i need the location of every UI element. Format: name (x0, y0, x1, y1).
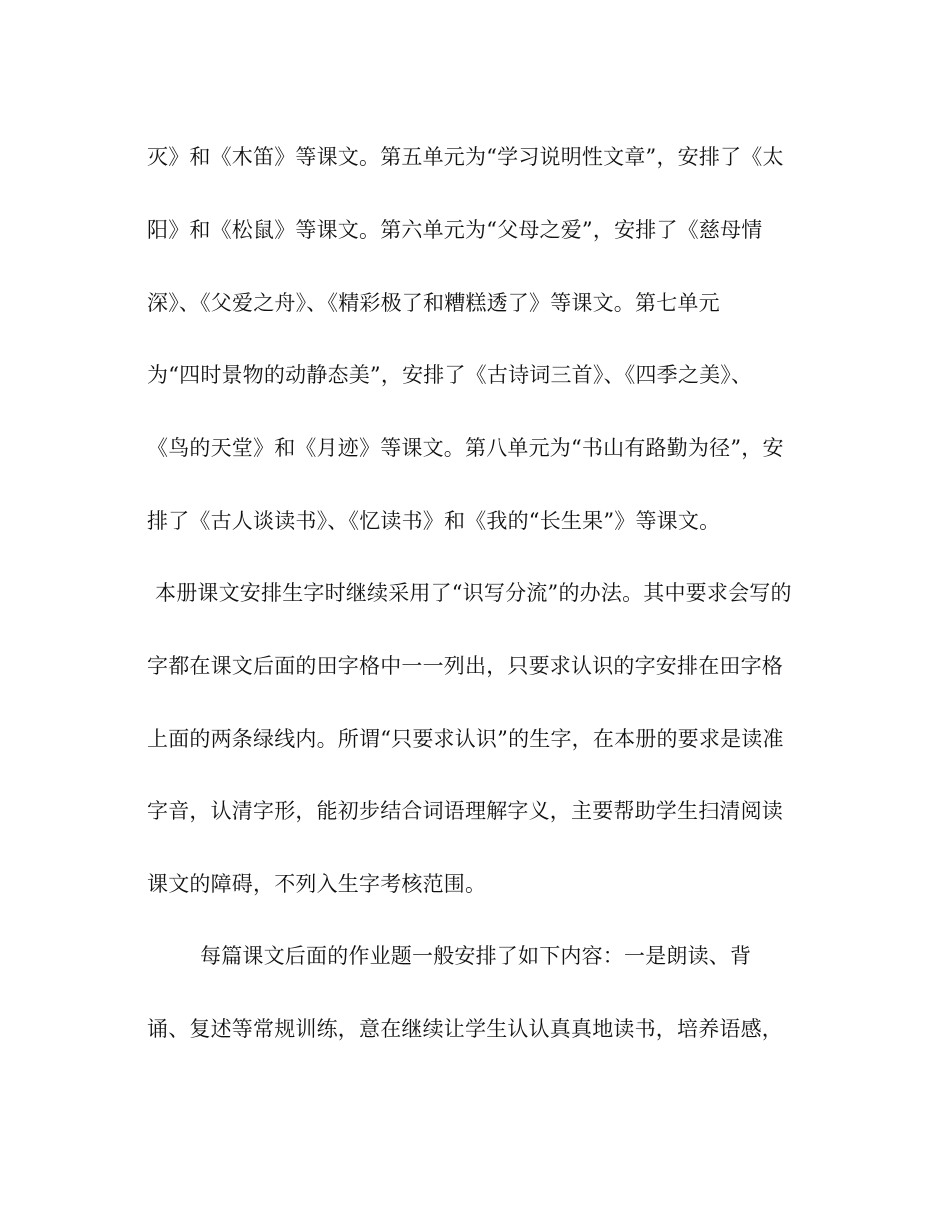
text-line: 为“四时景物的动静态美”，安排了《古诗词三首》、《四季之美》、 (147, 363, 753, 387)
text-line: 上面的两条绿线内。所谓“只要求认识”的生字，在本册的要求是读准 (147, 727, 784, 751)
text-line: 字都在课文后面的田字格中一一列出，只要求认识的字安排在田字格 (147, 654, 783, 678)
text-line: 灭》和《木笛》等课文。第五单元为“学习说明性文章”，安排了《太 (147, 145, 784, 169)
text-line: 本册课文安排生字时继续采用了“识写分流”的办法。其中要求会写的 (155, 581, 792, 605)
text-line: 诵、复述等常规训练，意在继续让学生认认真真地读书，培养语感， (147, 1017, 783, 1041)
text-line: 《鸟的天堂》和《月迹》等课文。第八单元为“书山有路勤为径”，安 (147, 436, 784, 460)
text-line: 排了《古人谈读书》、《忆读书》和《我的“长生果”》等课文。 (147, 509, 721, 533)
text-line: 深》、《父爱之舟》、《精彩极了和糟糕透了》等课文。第七单元 (147, 291, 720, 315)
text-line: 字音，认清字形，能初步结合词语理解字义，主要帮助学生扫清阅读 (147, 799, 783, 823)
text-line: 阳》和《松鼠》等课文。第六单元为“父母之爱”，安排了《慈母情 (147, 218, 763, 242)
text-line: 每篇课文后面的作业题一般安排了如下内容：一是朗读、背 (200, 944, 752, 968)
text-line: 课文的障碍，不列入生字考核范围。 (147, 872, 487, 896)
